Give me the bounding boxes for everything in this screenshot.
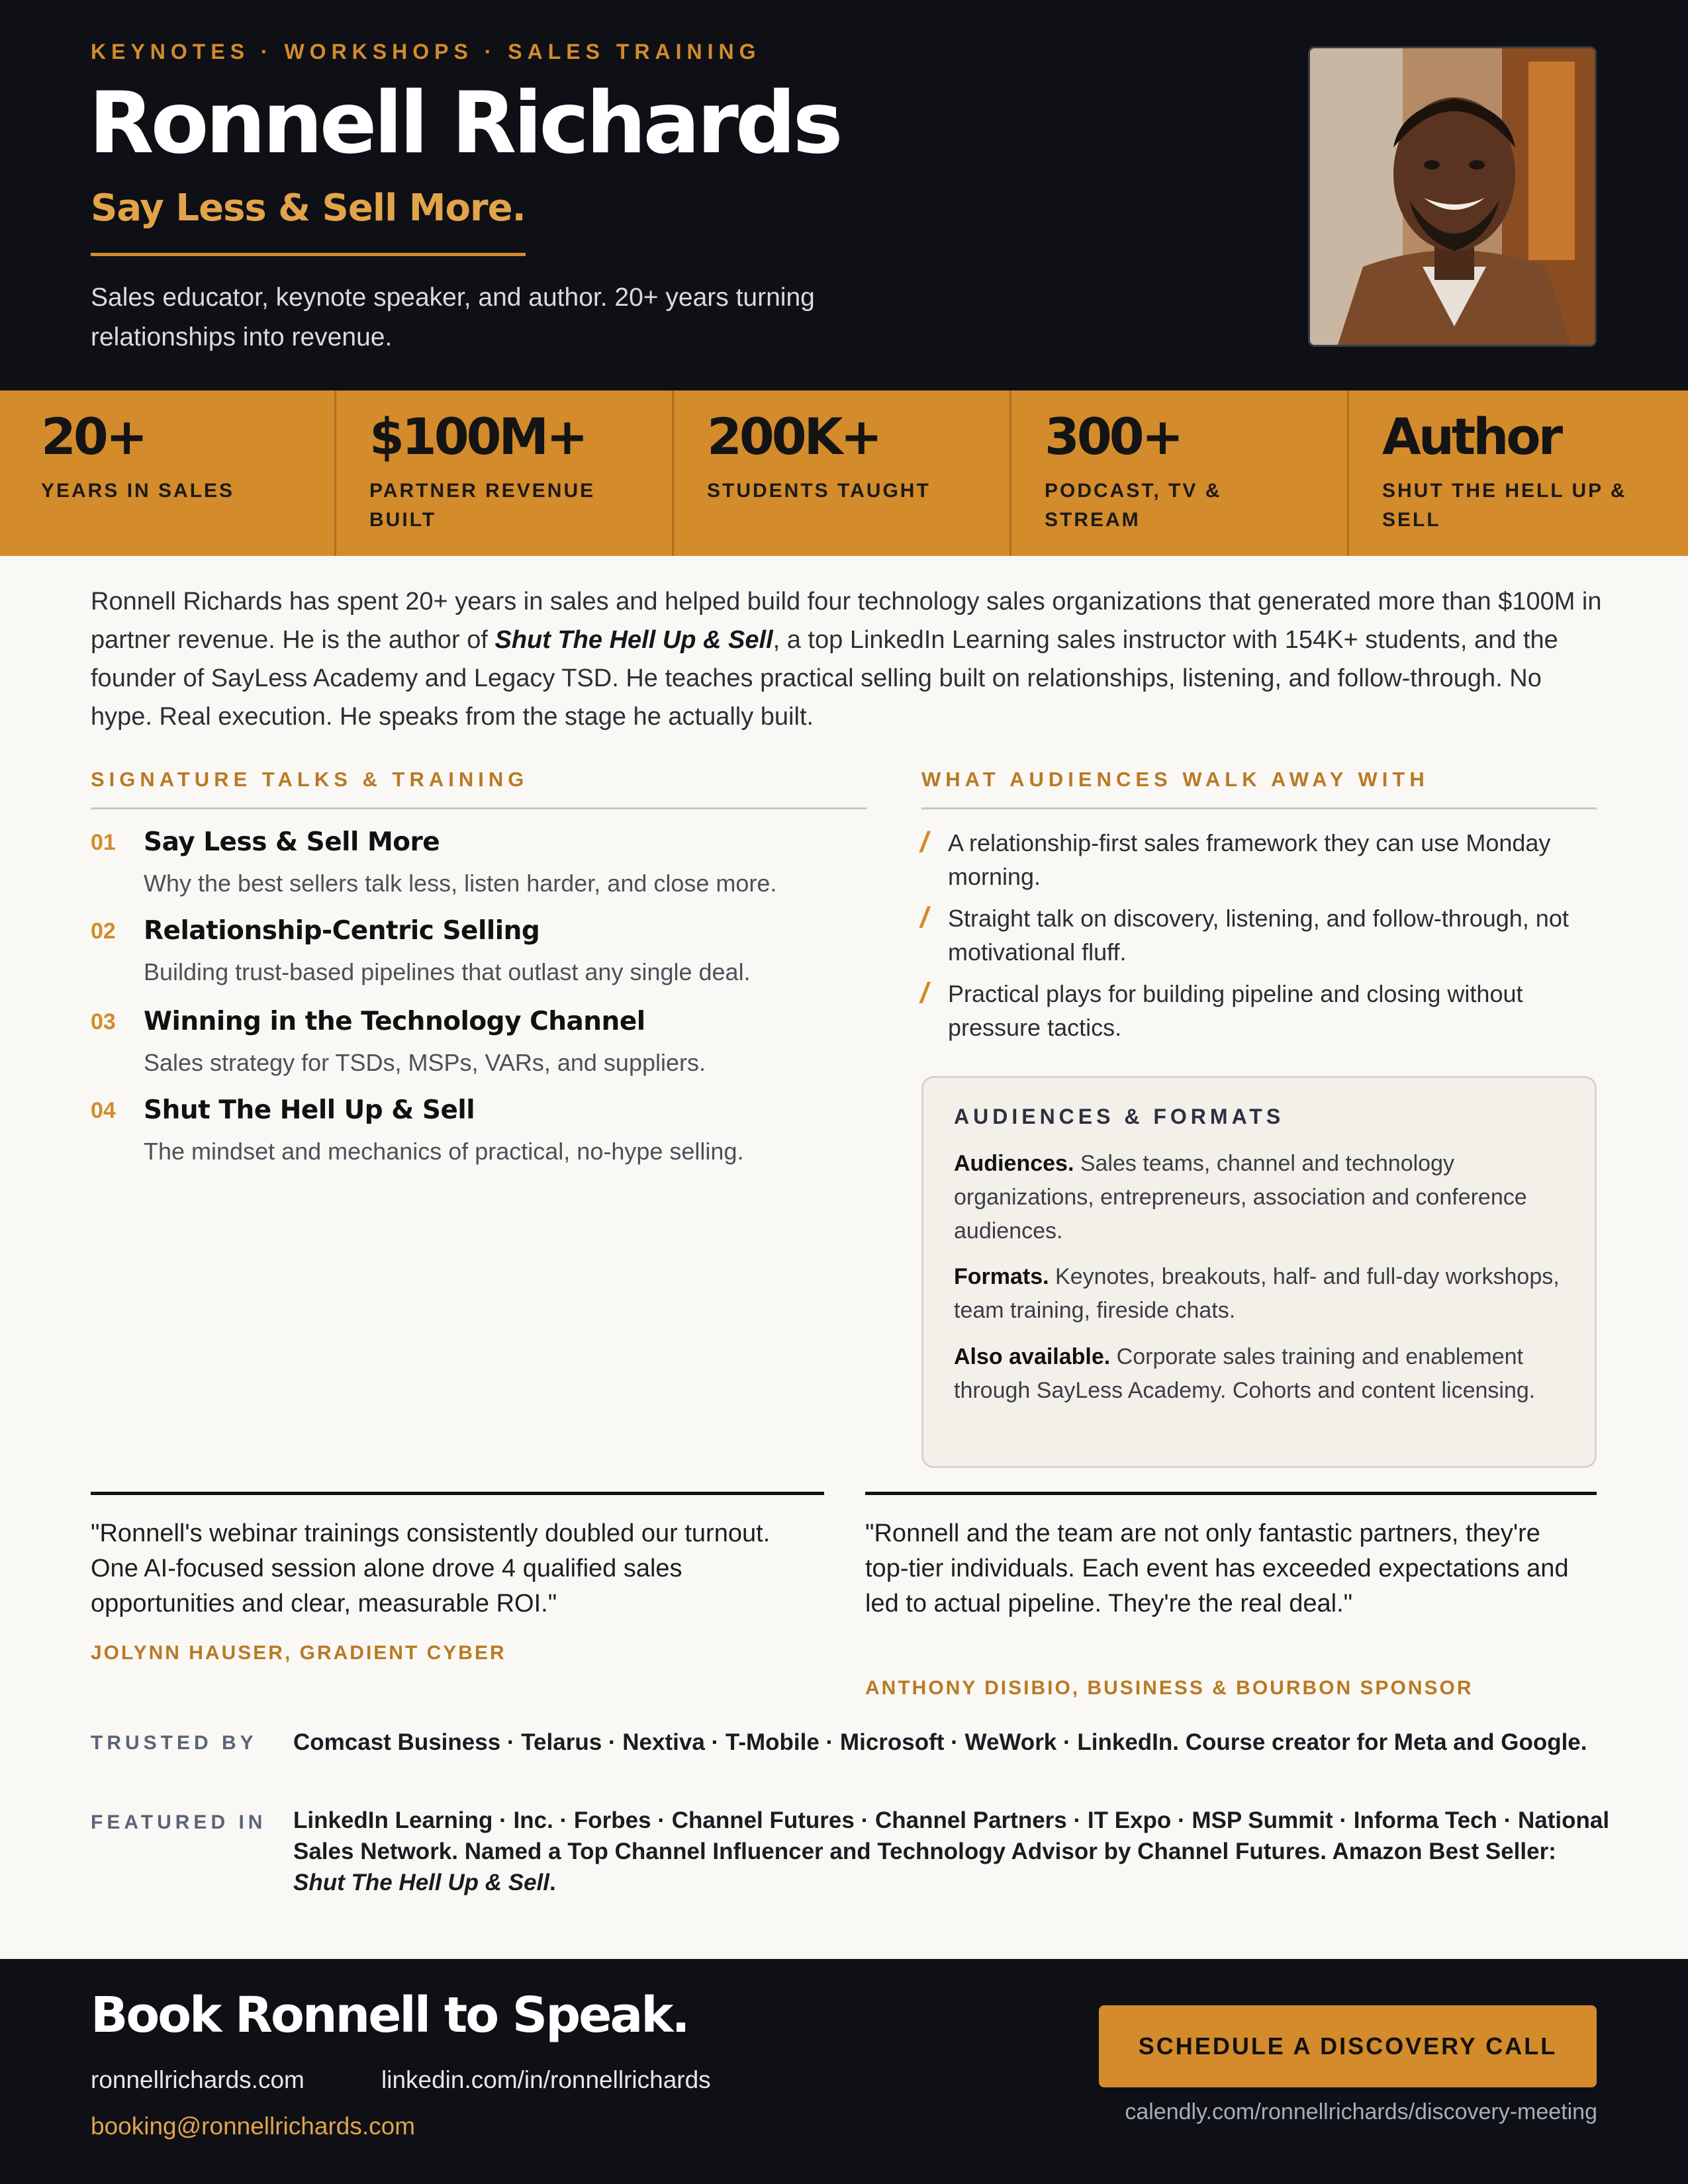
also-available-label: Also available. — [954, 1344, 1111, 1369]
stat-students — [674, 390, 1011, 556]
formats-heading: AUDIENCES & FORMATS — [954, 1105, 1285, 1128]
talks-divider — [91, 807, 867, 809]
testimonial-quote: "Ronnell and the team are not only fantastic partners, they're top-tier individuals. Each event has exceeded expectations and led to actual pipeline. They're the real deal." — [865, 1520, 1569, 1617]
stat-value: 300+ — [1045, 407, 1182, 466]
tagline-underline — [91, 253, 526, 256]
bio-text: , a top LinkedIn Learning sales instructor with 154K+ students, and the founder of SayLess Academy and Legacy TSD. He teaches practical selling built on relationships, listening, and follow-through. No hype. Real execution. He speaks from the stage he actually built. — [91, 626, 1558, 731]
website-link[interactable]: ronnellrichards.com — [91, 2066, 305, 2093]
talk-number: 03 — [91, 1009, 116, 1034]
featured-in-list — [293, 1805, 1611, 1898]
formats-text: Keynotes, breakouts, half- and full-day workshops, team training, fireside chats. — [954, 1264, 1560, 1323]
stat-value: $100M+ — [369, 407, 586, 466]
calendly-link[interactable]: calendly.com/ronnellrichards/discovery-meeting — [1125, 2099, 1597, 2124]
talk-number: 02 — [91, 919, 116, 944]
talk-description: Building trust-based pipelines that outlast any single deal. — [144, 958, 751, 985]
tagline: Say Less & Sell More. — [91, 187, 526, 230]
schedule-discovery-call-button[interactable]: SCHEDULE A DISCOVERY CALL — [1099, 2005, 1597, 2087]
featured-in-label: FEATURED IN — [91, 1811, 267, 1833]
stat-label: SHUT THE HELL UP & SELL — [1382, 480, 1627, 531]
stat-value: 20+ — [41, 407, 146, 466]
audiences-label: Audiences. — [954, 1151, 1074, 1176]
takeaway-text: A relationship-first sales framework they can use Monday morning. — [948, 829, 1551, 890]
takeaways-heading: WHAT AUDIENCES WALK AWAY WITH — [921, 768, 1429, 791]
takeaways-divider — [921, 807, 1597, 809]
bio-paragraph — [91, 582, 1607, 736]
eyebrow: KEYNOTES · WORKSHOPS · SALES TRAINING — [91, 40, 761, 64]
testimonial-quote: "Ronnell's webinar trainings consistently doubled our turnout. One AI-focused session alone drove 4 qualified sales opportunities and clear, measurable ROI." — [91, 1520, 771, 1617]
stat-revenue — [336, 390, 674, 556]
slash-bullet-icon: / — [920, 901, 929, 934]
headshot-photo — [1308, 46, 1597, 347]
audiences-text: Sales teams, channel and technology organizations, entrepreneurs, association and conference audiences. — [954, 1151, 1527, 1244]
footer-title: Book Ronnell to Speak. — [91, 1987, 688, 2044]
trusted-by-label: TRUSTED BY — [91, 1732, 258, 1754]
featured-book-title: Shut The Hell Up & Sell — [293, 1870, 549, 1895]
talk-title: Say Less & Sell More — [144, 827, 440, 857]
talk-title: Winning in the Technology Channel — [144, 1007, 645, 1036]
takeaway-text: Straight talk on discovery, listening, and follow-through, not motivational fluff. — [948, 905, 1569, 966]
testimonial-author: ANTHONY DISIBIO, BUSINESS & BOURBON SPONSOR — [865, 1677, 1474, 1699]
bio-text: Ronnell Richards has spent 20+ years in sales and helped build four technology sales organizations that generated more than $100M in partner revenue. He is the author of — [91, 588, 1602, 654]
also-available-paragraph — [954, 1340, 1576, 1408]
booking-email-link[interactable]: booking@ronnellrichards.com — [91, 2113, 416, 2140]
stat-media — [1011, 390, 1349, 556]
talk-title: Shut The Hell Up & Sell — [144, 1095, 475, 1125]
trusted-by-list: Comcast Business · Telarus · Nextiva · T-Mobile · Microsoft · WeWork · LinkedIn. Course creator for Meta and Google. — [293, 1729, 1587, 1755]
speaker-name: Ronnell Richards — [89, 74, 840, 173]
slash-bullet-icon: / — [920, 826, 929, 858]
audiences-paragraph — [954, 1147, 1576, 1248]
talk-description: Why the best sellers talk less, listen harder, and close more. — [144, 870, 777, 897]
talk-number: 04 — [91, 1098, 116, 1123]
stat-label: YEARS IN SALES — [41, 480, 235, 502]
talk-description: Sales strategy for TSDs, MSPs, VARs, and suppliers. — [144, 1049, 706, 1076]
talks-heading: SIGNATURE TALKS & TRAINING — [91, 768, 529, 791]
featured-in-end: . — [549, 1870, 556, 1895]
bio-book-title: Shut The Hell Up & Sell — [494, 626, 773, 654]
talk-title: Relationship-Centric Selling — [144, 916, 540, 946]
testimonial-divider — [865, 1492, 1597, 1495]
takeaway-text: Practical plays for building pipeline and closing without pressure tactics. — [948, 980, 1523, 1041]
stat-author — [1349, 390, 1688, 556]
testimonial-divider — [91, 1492, 824, 1495]
also-available-text: Corporate sales training and enablement through SayLess Academy. Cohorts and content licensing. — [954, 1344, 1536, 1403]
stat-value: Author — [1382, 407, 1561, 466]
testimonial-author: JOLYNN HAUSER, GRADIENT CYBER — [91, 1642, 506, 1664]
stat-label: STUDENTS TAUGHT — [707, 480, 931, 502]
audiences-formats-card — [921, 1076, 1597, 1468]
slash-bullet-icon: / — [920, 977, 929, 1009]
formats-paragraph — [954, 1260, 1576, 1328]
linkedin-link[interactable]: linkedin.com/in/ronnellrichards — [381, 2066, 711, 2093]
talk-description: The mindset and mechanics of practical, no-hype selling. — [144, 1138, 744, 1165]
stat-years — [0, 390, 336, 556]
featured-in-text: LinkedIn Learning · Inc. · Forbes · Channel Futures · Channel Partners · IT Expo · MSP Summit · Informa Tech · National Sales Network. Named a Top Channel Influencer and Technology Advisor by Channel Futures. Amazon Best Seller: — [293, 1807, 1610, 1864]
formats-label: Formats. — [954, 1264, 1049, 1289]
header — [0, 0, 1688, 390]
stat-label: PARTNER REVENUE BUILT — [369, 480, 596, 531]
stat-label: PODCAST, TV & STREAM — [1045, 480, 1222, 531]
stats-bar — [0, 390, 1688, 556]
talk-number: 01 — [91, 830, 116, 855]
stat-value: 200K+ — [707, 407, 880, 466]
footer — [0, 1959, 1688, 2184]
intro-text: Sales educator, keynote speaker, and author. 20+ years turning relationships into revenue. — [91, 283, 815, 351]
